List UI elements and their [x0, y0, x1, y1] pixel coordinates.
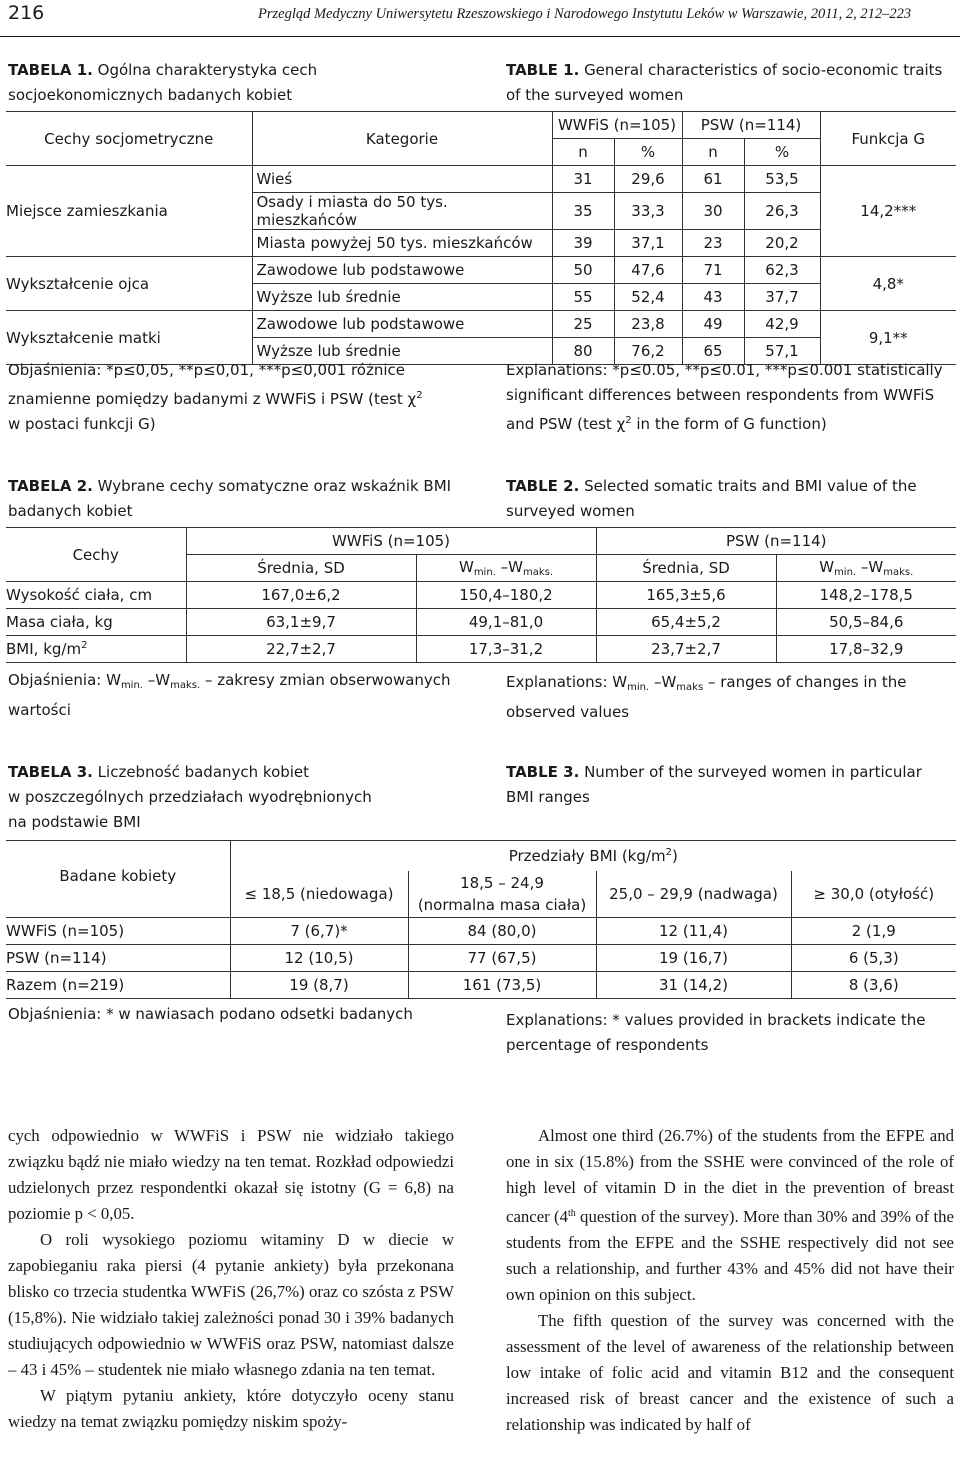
- t1-cell: 71: [682, 257, 744, 284]
- t2-trait: BMI, $kg/m^2$: [6, 636, 186, 663]
- t1-cell: 37,7: [744, 284, 820, 311]
- t1-cell: 80: [552, 338, 614, 365]
- t3-cell: 161 (73,5): [408, 972, 596, 999]
- note-line: Explanations: *p≤0.05, **p≤0.01, ***p≤0.001 statistically: [506, 361, 943, 379]
- t3-h-c2: 18,5 – 24,9 (normalna masa ciała): [408, 871, 596, 918]
- table-row: [6, 257, 956, 284]
- t3-h-c4: ≥ 30,0 (otyłość): [791, 871, 956, 918]
- t1-cat: Miasta powyżej 50 tys. mieszkańców: [252, 230, 552, 257]
- t3-h-women: Badane kobiety: [6, 841, 230, 918]
- t1-cell: 61: [682, 166, 744, 193]
- header-rule: [0, 36, 960, 37]
- t2-h-range1: $W_{min.}$ $-W_{maks.}$: [416, 555, 596, 582]
- t1-h-n2: n: [682, 139, 744, 166]
- t1-cell: 39: [552, 230, 614, 257]
- t1-cell: 42,9: [744, 311, 820, 338]
- table-row: [6, 609, 956, 636]
- t2-h-mean1: Średnia, SD: [186, 555, 416, 582]
- t1-cat: Wyższe lub średnie: [252, 284, 552, 311]
- table2-caption-en: TABLE 2. Selected somatic traits and BMI value of the surveyed women: [506, 477, 917, 520]
- table2: [6, 527, 956, 663]
- t1-cell: 31: [552, 166, 614, 193]
- body-text-left: [8, 1123, 454, 1435]
- t1-cell: 20,2: [744, 230, 820, 257]
- table-row: [6, 636, 956, 663]
- t1-cell: 55: [552, 284, 614, 311]
- table-row: [6, 582, 956, 609]
- note-line: wartości: [8, 701, 71, 719]
- t2-cell: 50,5–84,6: [776, 609, 956, 636]
- t1-cell: 50: [552, 257, 614, 284]
- t1-h-funcg: Funkcja G: [820, 112, 956, 166]
- t2-cell: 49,1–81,0: [416, 609, 596, 636]
- t3-cell: 7 (6,7)*: [230, 918, 408, 945]
- paragraph: W piątym pytaniu ankiety, które dotyczyło oceny stanu wiedzy na temat związku pomiędzy niskim spoży-: [8, 1386, 454, 1431]
- t3-h-c1: ≤ 18,5 (niedowaga): [230, 871, 408, 918]
- t1-cat: Zawodowe lub podstawowe: [252, 257, 552, 284]
- table2-note-en: [506, 670, 956, 725]
- t1-funcg-value: 4,8*: [820, 257, 956, 311]
- table2-caption-pl: TABELA 2. Wybrane cechy somatyczne oraz wskaźnik BMI badanych kobiet: [8, 477, 452, 520]
- table3-caption-en: TABLE 3. Number of the surveyed women in particular BMI ranges: [506, 763, 922, 806]
- body-text-right: [506, 1123, 954, 1438]
- note-line: Explanations: * values provided in brackets indicate the: [506, 1011, 926, 1029]
- t2-cell: 65,4±5,2: [596, 609, 776, 636]
- paragraph: The fifth question of the survey was concerned with the assessment of the level of awareness of the relationship between low intake of folic acid and vitamin B12 and the consequent increased risk of breast cancer and the existence of such a relationship was indicated by half of: [506, 1311, 954, 1434]
- t1-cell: 23: [682, 230, 744, 257]
- t2-trait: Wysokość ciała, cm: [6, 582, 186, 609]
- t1-cell: 35: [552, 193, 614, 230]
- paragraph: cych odpowiednio w WWFiS i PSW nie widziało takiego związku bądź nie miało wiedzy na ten temat. Rozkład odpowiedzi udzielonych przez respondentki okazał się istotny (G = 6,8) na poziomie p < 0,05.: [8, 1126, 454, 1223]
- t1-cell: 62,3: [744, 257, 820, 284]
- table1-note-en: [506, 358, 956, 437]
- t2-h-group2: PSW (n=114): [596, 528, 956, 555]
- page-number: 216: [8, 2, 45, 24]
- t2-h-range2: $W_{min.}$ $-W_{maks.}$: [776, 555, 956, 582]
- journal-title: Przegląd Medyczny Uniwersytetu Rzeszowskiego i Narodowego Instytutu Leków w Warszawie, 2011, 2, 212–223: [258, 6, 912, 22]
- table3-note-en: [506, 1008, 956, 1058]
- t1-h-category: Kategorie: [252, 112, 552, 166]
- t1-cell: 47,6: [614, 257, 682, 284]
- t3-cell: 12 (11,4): [596, 918, 791, 945]
- table-row: [6, 918, 956, 945]
- note-line: percentage of respondents: [506, 1036, 709, 1054]
- t1-cat: Zawodowe lub podstawowe: [252, 311, 552, 338]
- t1-cell: 25: [552, 311, 614, 338]
- t3-cell: 31 (14,2): [596, 972, 791, 999]
- t1-cell: 65: [682, 338, 744, 365]
- table1-caption-en: TABLE 1. General characteristics of socio-economic traits of the surveyed women: [506, 61, 943, 104]
- t3-label: WWFiS (n=105): [6, 918, 230, 945]
- table2-note-pl: [8, 668, 478, 723]
- t1-cell: 23,8: [614, 311, 682, 338]
- t2-cell: 150,4–180,2: [416, 582, 596, 609]
- t2-h-traits: Cechy: [6, 528, 186, 582]
- table3: [6, 840, 956, 999]
- t1-cat: Wieś: [252, 166, 552, 193]
- t2-h-group1: WWFiS (n=105): [186, 528, 596, 555]
- t1-cell: 76,2: [614, 338, 682, 365]
- t1-group-label: Miejsce zamieszkania: [6, 166, 252, 257]
- t1-cat: Osady i miasta do 50 tys. mieszkańców: [252, 193, 552, 230]
- note-line: observed values: [506, 703, 630, 721]
- t1-cell: 49: [682, 311, 744, 338]
- note-line: w postaci funkcji G): [8, 415, 156, 433]
- t3-cell: 2 (1,9: [791, 918, 956, 945]
- note-line: Objaśnienia: *p≤0,05, **p≤0,01, ***p≤0,001 różnice: [8, 361, 405, 379]
- note-line: znamienne pomiędzy badanymi z WWFiS i PSW (test $\chi^2$: [8, 390, 423, 408]
- t1-group-label: Wykształcenie ojca: [6, 257, 252, 311]
- table3-caption-pl: TABELA 3. Liczebność badanych kobiet w poszczególnych przedziałach wyodrębnionych na podstawie BMI: [8, 763, 372, 831]
- t1-cat: Wyższe lub średnie: [252, 338, 552, 365]
- t1-cell: 30: [682, 193, 744, 230]
- t3-h-c3: 25,0 – 29,9 (nadwaga): [596, 871, 791, 918]
- t2-cell: 63,1±9,7: [186, 609, 416, 636]
- t2-cell: 17,3–31,2: [416, 636, 596, 663]
- t3-label: Razem (n=219): [6, 972, 230, 999]
- note-line: and PSW (test $\chi^2$ in the form of G function): [506, 415, 827, 433]
- t2-cell: 165,3±5,6: [596, 582, 776, 609]
- t1-cell: 29,6: [614, 166, 682, 193]
- t3-cell: 8 (3,6): [791, 972, 956, 999]
- table1-note-pl: [8, 358, 478, 437]
- t3-cell: 84 (80,0): [408, 918, 596, 945]
- t2-trait: Masa ciała, kg: [6, 609, 186, 636]
- table1: [6, 111, 956, 365]
- t3-cell: 19 (8,7): [230, 972, 408, 999]
- paragraph: O roli wysokiego poziomu witaminy D w diecie w zapobieganiu raka piersi (4 pytanie ankiety) była przekonana blisko co trzecia studentka WWFiS (26,7%) oraz co szósta z PSW (15,8%). Nie widziało takiej zależności ponad 30 i 39% badanych studiujących odpowiednio w WWFiS oraz PSW, natomiast dalsze – 43 i 45% – studentek nie miało własnego zdania na ten temat.: [8, 1230, 454, 1379]
- note-line: Objaśnienia: $W_{min.}$ $-W_{maks.}$ – zakresy zmian obserwowanych: [8, 671, 451, 691]
- t1-funcg-value: 14,2***: [820, 166, 956, 257]
- t2-cell: 22,7±2,7: [186, 636, 416, 663]
- table-row: [6, 972, 956, 999]
- t2-h-mean2: Średnia, SD: [596, 555, 776, 582]
- t1-cell: 52,4: [614, 284, 682, 311]
- t1-cell: 43: [682, 284, 744, 311]
- t2-cell: 17,8–32,9: [776, 636, 956, 663]
- table-row: [6, 311, 956, 338]
- t3-label: PSW (n=114): [6, 945, 230, 972]
- t3-cell: 12 (10,5): [230, 945, 408, 972]
- t3-cell: 77 (67,5): [408, 945, 596, 972]
- t1-cell: 37,1: [614, 230, 682, 257]
- t2-cell: 23,7±2,7: [596, 636, 776, 663]
- t1-cell: 26,3: [744, 193, 820, 230]
- table3-note-pl: Objaśnienia: * w nawiasach podano odsetki badanych: [8, 1005, 413, 1023]
- t1-cell: 53,5: [744, 166, 820, 193]
- t3-h-ranges: Przedziały BMI $(kg/m^2)$: [230, 841, 956, 872]
- note-line: Explanations: $W_{min.}$ $-W_{maks}$ – ranges of changes in the: [506, 673, 907, 693]
- t1-h-group1: WWFiS (n=105): [552, 112, 682, 139]
- t1-cell: 33,3: [614, 193, 682, 230]
- t2-cell: 167,0±6,2: [186, 582, 416, 609]
- table-row: [6, 166, 956, 193]
- table-row: [6, 945, 956, 972]
- t1-h-p2: %: [744, 139, 820, 166]
- t2-cell: 148,2–178,5: [776, 582, 956, 609]
- t1-group-label: Wykształcenie matki: [6, 311, 252, 365]
- paragraph: Almost one third (26.7%) of the students from the EFPE and one in six (15.8%) from the SSHE were convinced of the role of high level of vitamin D in the diet in the prevention of breast cancer (4th question of the survey). More than 30% and 39% of the students from the EFPE and the SSHE respectively did not see such a relationship, and further 43% and 45% did not have their own opinion on this subject.: [506, 1126, 954, 1304]
- t1-h-n1: n: [552, 139, 614, 166]
- t1-cell: 57,1: [744, 338, 820, 365]
- t1-funcg-value: 9,1**: [820, 311, 956, 365]
- note-line: significant differences between respondents from WWFiS: [506, 386, 935, 404]
- t1-h-traits: Cechy socjometryczne: [6, 112, 252, 166]
- t1-h-group2: PSW (n=114): [682, 112, 820, 139]
- t3-cell: 19 (16,7): [596, 945, 791, 972]
- t1-h-p1: %: [614, 139, 682, 166]
- table1-caption-pl: TABELA 1. Ogólna charakterystyka cech socjoekonomicznych badanych kobiet: [8, 61, 318, 104]
- t3-cell: 6 (5,3): [791, 945, 956, 972]
